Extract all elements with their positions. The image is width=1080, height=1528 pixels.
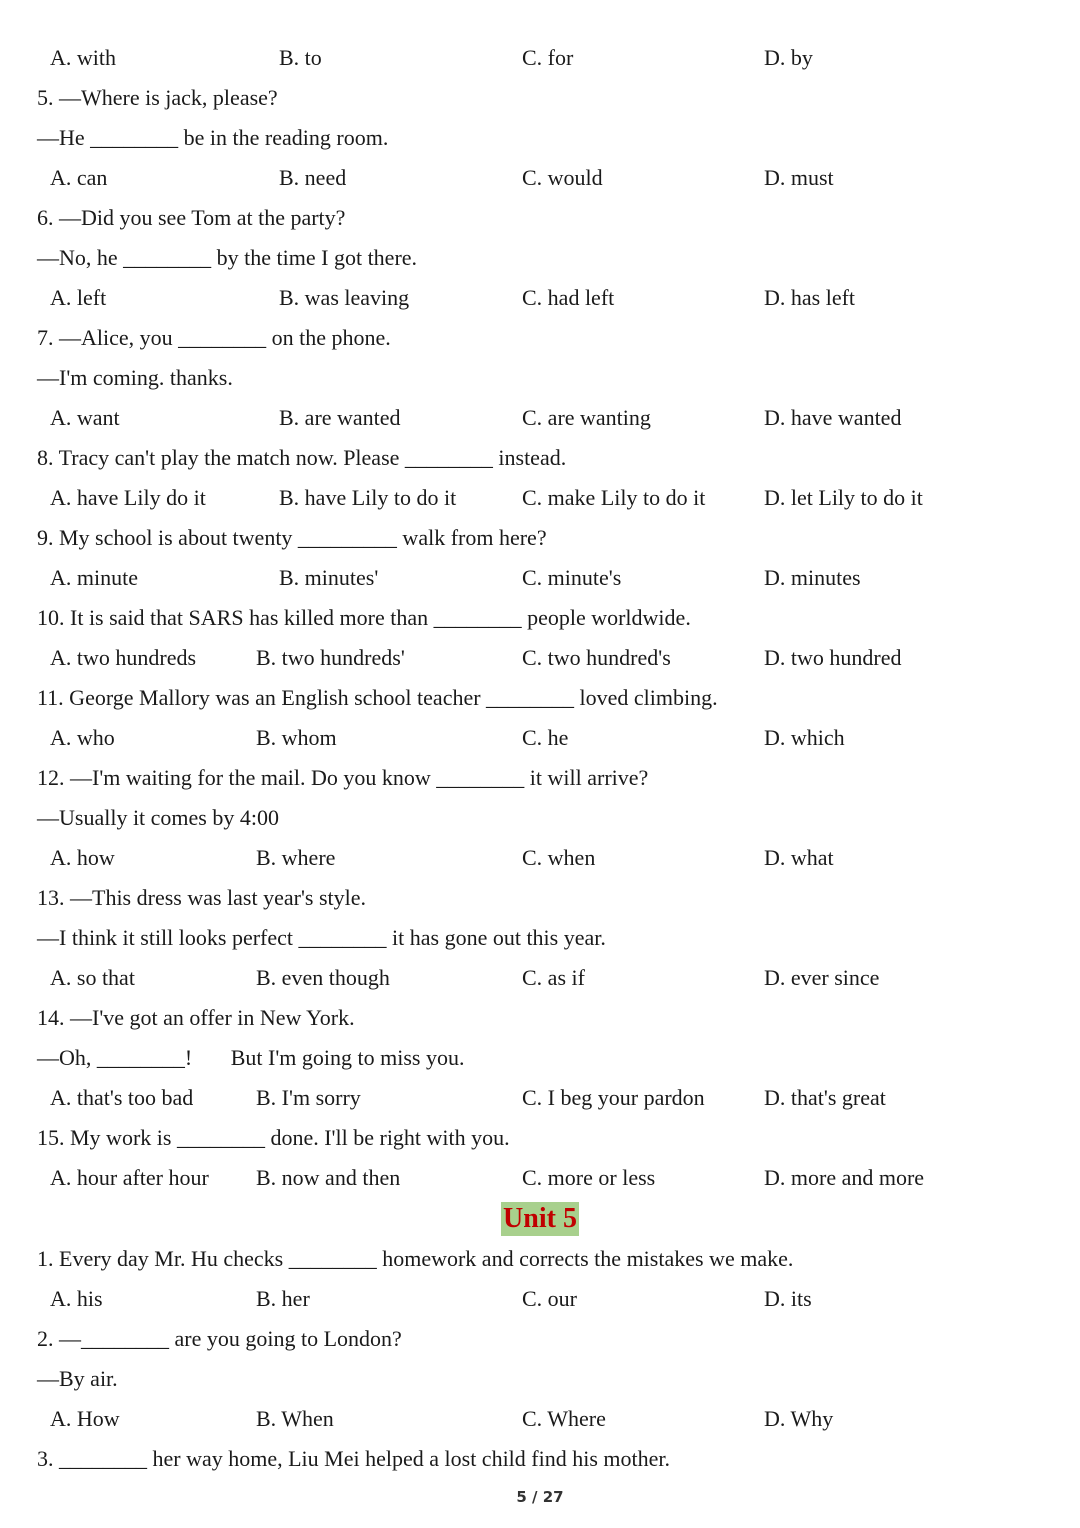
question-5: [0, 78, 1080, 118]
options-row-q15: [0, 1158, 1080, 1198]
option-a: A. hour after hour: [50, 1165, 209, 1190]
unit5-question-2-reply: [0, 1359, 1080, 1399]
question-13-reply: [0, 918, 1080, 958]
option-a: A. with: [50, 45, 116, 70]
question-stem: 9. My school is about twenty _________ walk from here?: [37, 525, 547, 550]
question-10: [0, 598, 1080, 638]
dialogue-line: —I think it still looks perfect ________ it has gone out this year.: [37, 925, 606, 950]
question-stem: 6. —Did you see Tom at the party?: [37, 205, 346, 230]
option-c: C. he: [522, 725, 569, 750]
option-a: A. can: [50, 165, 108, 190]
option-b: B. where: [256, 845, 336, 870]
dialogue-line: —No, he ________ by the time I got there.: [37, 245, 418, 270]
unit-heading: [0, 1202, 1080, 1236]
dialogue-line: —By air.: [37, 1366, 118, 1391]
option-c: C. as if: [522, 965, 585, 990]
question-stem: 15. My work is ________ done. I'll be right with you.: [37, 1125, 510, 1150]
options-row-q13: [0, 958, 1080, 998]
options-row-q5: [0, 158, 1080, 198]
options-row-q6: [0, 278, 1080, 318]
option-d: D. what: [764, 845, 834, 870]
option-b: B. When: [256, 1406, 334, 1431]
option-a: A. who: [50, 725, 115, 750]
option-b: B. I'm sorry: [256, 1085, 361, 1110]
option-a: A. two hundreds: [50, 645, 197, 670]
option-c: C. I beg your pardon: [522, 1085, 705, 1110]
question-stem: 8. Tracy can't play the match now. Please ________ instead.: [37, 445, 567, 470]
question-stem: 5. —Where is jack, please?: [37, 85, 278, 110]
question-6: [0, 198, 1080, 238]
option-a: A. how: [50, 845, 115, 870]
dialogue-line: —Oh, ________! But I'm going to miss you.: [37, 1045, 465, 1070]
question-7: [0, 318, 1080, 358]
question-stem: 10. It is said that SARS has killed more than ________ people worldwide.: [37, 605, 691, 630]
unit5-question-1: [0, 1239, 1080, 1279]
option-a: A. so that: [50, 965, 135, 990]
option-c: C. are wanting: [522, 405, 651, 430]
question-5-reply: [0, 118, 1080, 158]
option-c: C. Where: [522, 1406, 606, 1431]
options-row-q11: [0, 718, 1080, 758]
question-stem: 12. —I'm waiting for the mail. Do you know ________ it will arrive?: [37, 765, 649, 790]
option-b: B. whom: [256, 725, 337, 750]
option-a: A. have Lily do it: [50, 485, 206, 510]
option-b: B. even though: [256, 965, 390, 990]
option-d: D. more and more: [764, 1165, 925, 1190]
dialogue-line: —Usually it comes by 4:00: [37, 805, 279, 830]
options-row-q10: [0, 638, 1080, 678]
option-b: B. minutes': [279, 565, 379, 590]
unit5-question-3: [0, 1439, 1080, 1479]
question-12-reply: [0, 798, 1080, 838]
option-a: A. that's too bad: [50, 1085, 194, 1110]
options-row-q7: [0, 398, 1080, 438]
option-a: A. minute: [50, 565, 138, 590]
option-d: D. by: [764, 45, 813, 70]
options-row-q14: [0, 1078, 1080, 1118]
option-b: B. are wanted: [279, 405, 401, 430]
option-d: D. which: [764, 725, 845, 750]
question-stem: 11. George Mallory was an English school teacher ________ loved climbing.: [37, 685, 718, 710]
options-row-q8: [0, 478, 1080, 518]
options-row-q12: [0, 838, 1080, 878]
option-d: D. its: [764, 1286, 812, 1311]
option-c: C. minute's: [522, 565, 622, 590]
option-b: B. to: [279, 45, 322, 70]
option-d: D. ever since: [764, 965, 880, 990]
option-b: B. was leaving: [279, 285, 410, 310]
option-d: D. must: [764, 165, 834, 190]
question-stem: 1. Every day Mr. Hu checks ________ homework and corrects the mistakes we make.: [37, 1246, 794, 1271]
option-d: D. minutes: [764, 565, 861, 590]
question-6-reply: [0, 238, 1080, 278]
option-a: A. How: [50, 1406, 120, 1431]
option-c: C. for: [522, 45, 574, 70]
option-d: D. let Lily to do it: [764, 485, 923, 510]
option-a: A. his: [50, 1286, 103, 1311]
option-a: A. left: [50, 285, 107, 310]
question-stem: 7. —Alice, you ________ on the phone.: [37, 325, 391, 350]
option-d: D. two hundred: [764, 645, 902, 670]
option-d: D. that's great: [764, 1085, 886, 1110]
option-d: D. Why: [764, 1406, 834, 1431]
options-row-u5-q1: [0, 1279, 1080, 1319]
question-stem: 3. ________ her way home, Liu Mei helped a lost child find his mother.: [37, 1446, 671, 1471]
question-8: [0, 438, 1080, 478]
option-c: C. when: [522, 845, 596, 870]
question-14: [0, 998, 1080, 1038]
option-b: B. have Lily to do it: [279, 485, 457, 510]
option-c: C. our: [522, 1286, 577, 1311]
option-b: B. two hundreds': [256, 645, 405, 670]
question-12: [0, 758, 1080, 798]
option-d: D. have wanted: [764, 405, 902, 430]
question-13: [0, 878, 1080, 918]
unit5-question-2: [0, 1319, 1080, 1359]
question-15: [0, 1118, 1080, 1158]
option-c: C. make Lily to do it: [522, 485, 706, 510]
option-c: C. two hundred's: [522, 645, 671, 670]
option-c: C. had left: [522, 285, 615, 310]
options-row-u5-q2: [0, 1399, 1080, 1439]
question-11: [0, 678, 1080, 718]
dialogue-line: —He ________ be in the reading room.: [37, 125, 389, 150]
option-b: B. now and then: [256, 1165, 401, 1190]
question-stem: 13. —This dress was last year's style.: [37, 885, 367, 910]
question-stem: 2. —________ are you going to London?: [37, 1326, 402, 1351]
question-7-reply: [0, 358, 1080, 398]
question-14-reply: [0, 1038, 1080, 1078]
option-a: A. want: [50, 405, 120, 430]
option-c: C. more or less: [522, 1165, 656, 1190]
options-row-q4: [0, 38, 1080, 78]
page-number: 5 / 27: [516, 1488, 564, 1506]
unit-title: Unit 5: [503, 1203, 577, 1234]
option-b: B. her: [256, 1286, 310, 1311]
options-row-q9: [0, 558, 1080, 598]
option-b: B. need: [279, 165, 347, 190]
question-9: [0, 518, 1080, 558]
option-c: C. would: [522, 165, 603, 190]
dialogue-line: —I'm coming. thanks.: [37, 365, 233, 390]
question-stem: 14. —I've got an offer in New York.: [37, 1005, 355, 1030]
option-d: D. has left: [764, 285, 856, 310]
